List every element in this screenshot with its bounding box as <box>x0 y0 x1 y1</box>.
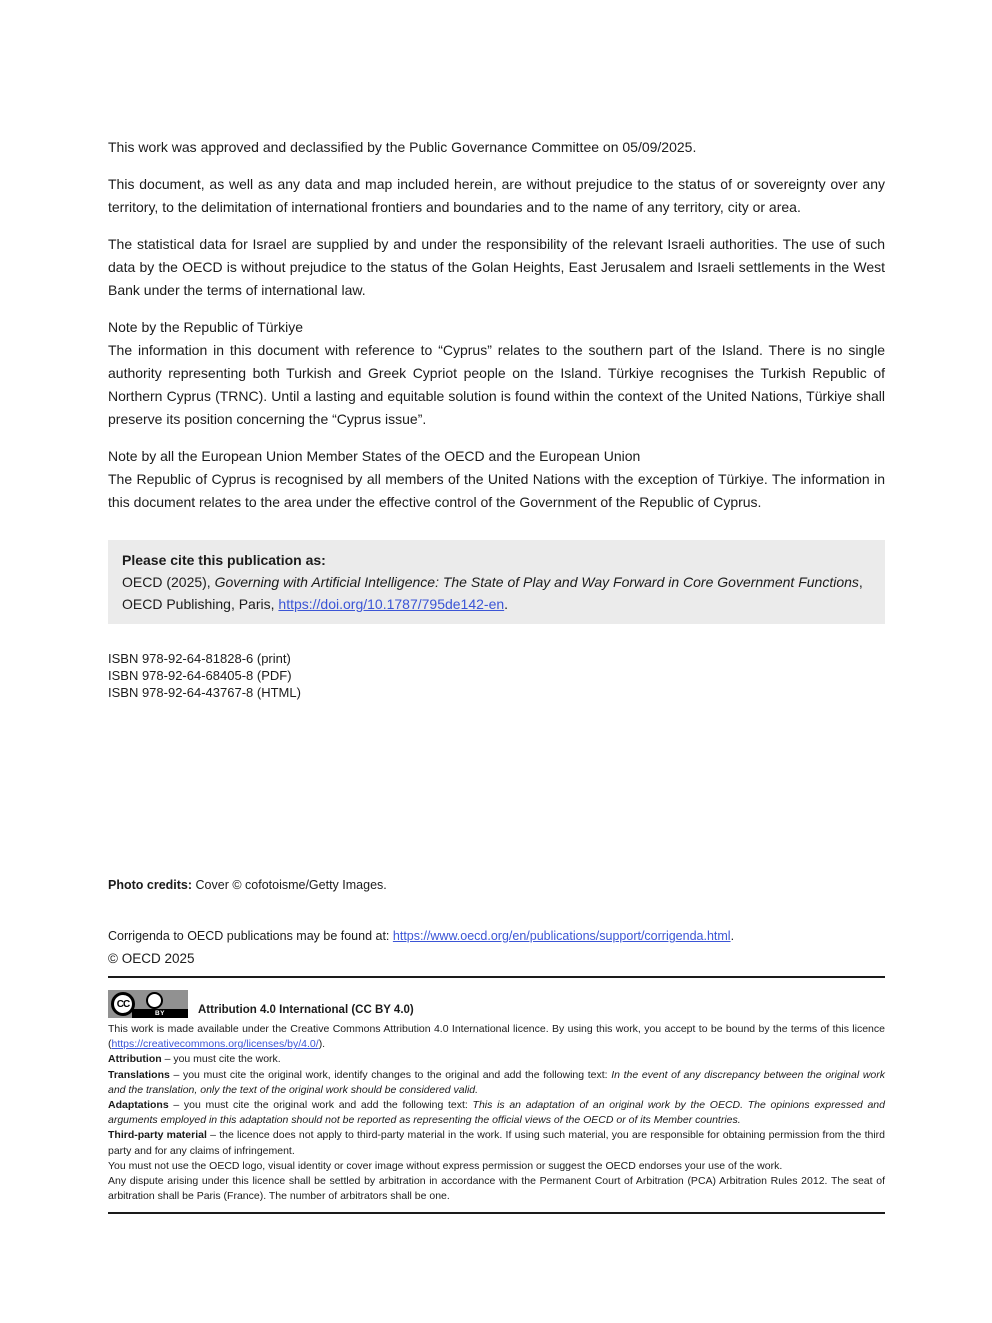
citation-prefix: OECD (2025), <box>122 574 215 590</box>
territory-disclaimer: This document, as well as any data and map included herein, are without prejudice to the status of or sovereignty over any territory, to the delimitation of international frontiers and boundaries and to the name of any territory, city or area. <box>108 176 885 215</box>
license-terms <box>108 1022 885 1204</box>
doi-link[interactable]: https://doi.org/10.1787/795de142-en <box>278 596 505 612</box>
isbn-pdf: ISBN 978-92-64-68405-8 (PDF) <box>108 668 292 683</box>
cc-by-badge <box>108 990 188 1018</box>
citation-title: Governing with Artificial Intelligence: The State of Play and Way Forward in Core Government Functions <box>214 574 859 590</box>
citation-text <box>122 571 871 615</box>
license-item-translations: Translations – you must cite the original work, identify changes to the original and add the following text: In the event of any discrepancy between the original work and the translation, only the text of the original work should be considered valid. <box>108 1068 885 1096</box>
note-turkiye-body: The information in this document with reference to “Cyprus” relates to the southern part of the Island. There is no single authority representing both Turkish and Greek Cypriot people on the Island. Türkiye recognises the Turkish Republic of Northern Cyprus (TRNC). Until a lasting and equitable solution is found within the context of the United Nations, Türkiye shall preserve its position concerning the “Cyprus issue”. <box>108 342 885 427</box>
photo-credits-text: Cover © cofotoisme/Getty Images. <box>192 878 387 892</box>
cc-license-link[interactable]: https://creativecommons.org/licenses/by/4.0/ <box>111 1038 319 1051</box>
divider-top <box>108 976 885 978</box>
license-header <box>108 990 885 1018</box>
license-item-third-party: Third-party material – the licence does not apply to third-party material in the work. If using such material, you are responsible for obtaining permission from the third party and for any claims of infringement. <box>108 1129 886 1157</box>
isbn-list <box>108 650 885 701</box>
citation-label: Please cite this publication as: <box>122 552 326 568</box>
note-eu <box>108 445 885 514</box>
person-icon <box>146 992 163 1009</box>
note-eu-heading: Note by all the European Union Member States of the OECD and the European Union <box>108 448 641 464</box>
note-turkiye-heading: Note by the Republic of Türkiye <box>108 319 304 335</box>
photo-credits <box>108 877 885 893</box>
license-title: Attribution 4.0 International (CC BY 4.0) <box>198 1004 414 1016</box>
license-logo-note: You must not use the OECD logo, visual identity or cover image without express permission or suggest the OECD endorses your use of the work. <box>108 1159 783 1172</box>
document-page <box>108 0 885 1214</box>
copyright-line: © OECD 2025 <box>108 951 195 966</box>
divider-bottom <box>108 1212 885 1214</box>
license-item-adaptations: Adaptations – you must cite the original work and add the following text: This is an adaptation of an original work by the OECD. The opinions expressed and arguments employed in this adaptation should not be reported as representing the official views of the OECD or of its Member countries. <box>108 1099 885 1127</box>
citation-middle: , OECD Publishing, Paris, <box>122 574 863 612</box>
isbn-html: ISBN 978-92-64-43767-8 (HTML) <box>108 685 301 700</box>
corrigenda-line <box>108 928 885 944</box>
license-intro: This work is made available under the Creative Commons Attribution 4.0 International licence. By using this work, you accept to be bound by the terms of this licence (https://creativecommons.org/licenses/by/4.0/). <box>108 1023 885 1051</box>
note-turkiye <box>108 316 885 431</box>
note-eu-body: The Republic of Cyprus is recognised by all members of the United Nations with the exception of Türkiye. The information in this document relates to the area under the effective control of the Government of the Republic of Cyprus. <box>108 471 885 510</box>
license-item-attribution: Attribution – you must cite the work. <box>108 1053 281 1066</box>
corrigenda-link[interactable]: https://www.oecd.org/en/publications/support/corrigenda.html <box>392 929 731 943</box>
license-dispute-note: Any dispute arising under this licence shall be settled by arbitration in accordance with the Permanent Court of Arbitration (PCA) Arbitration Rules 2012. The seat of arbitration shall be Paris (France). The number of arbitrators shall be one. <box>108 1175 885 1203</box>
corrigenda-suffix: . <box>730 929 735 943</box>
corrigenda-prefix: Corrigenda to OECD publications may be found at: <box>108 929 393 943</box>
israel-disclaimer: The statistical data for Israel are supplied by and under the responsibility of the relevant Israeli authorities. The use of such data by the OECD is without prejudice to the status of the Golan Heights, East Jerusalem and Israeli settlements in the West Bank under the terms of international law. <box>108 236 885 298</box>
citation-suffix: . <box>504 596 509 612</box>
approval-paragraph: This work was approved and declassified by the Public Governance Committee on 05/09/2025. <box>108 139 697 155</box>
photo-credits-label: Photo credits: <box>108 878 193 892</box>
cc-icon: CC <box>111 992 135 1016</box>
isbn-print: ISBN 978-92-64-81828-6 (print) <box>108 651 291 666</box>
by-label: BY <box>132 1009 188 1018</box>
citation-box <box>108 540 885 624</box>
